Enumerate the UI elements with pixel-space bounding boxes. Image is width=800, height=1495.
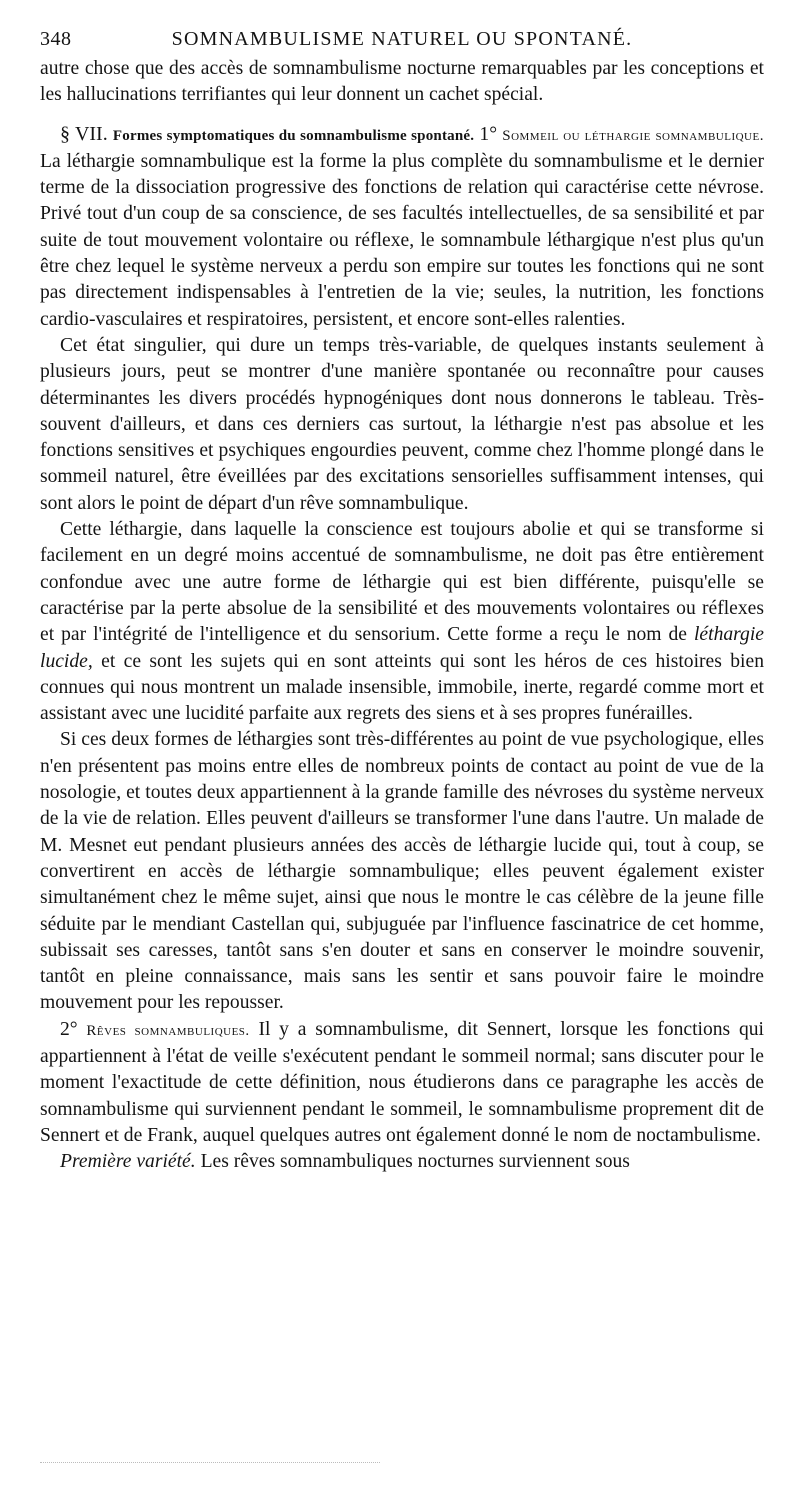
subsection-title: Sommeil ou léthargie somnambulique. [502, 127, 764, 144]
italic-term: léthargie lucide, [40, 624, 764, 672]
subsection-number: 1° [479, 123, 498, 145]
subsection-title: Rêves somnambuliques. [86, 1022, 250, 1039]
section-heading: Formes symptomatiques du somnambulisme spontané. [112, 127, 475, 144]
paragraph-text: et ce sont les sujets qui en sont atteints qui sont les héros de ces histoires bien connues qui nous montrent un malade insensible, immobile, inerte, regardé comme mort et assistant avec une lucidité parfaite aux regrets des siens et à ses propres funérailles. [40, 650, 764, 725]
page-number: 348 [40, 28, 72, 50]
paragraph-etat-singulier [40, 333, 764, 517]
page-body [40, 56, 764, 1175]
paragraph-premiere-variete [40, 1149, 764, 1175]
footer-rule [40, 1462, 380, 1463]
paragraph-text: autre chose que des accès de somnambulisme nocturne remarquables par les conceptions et les hallucinations terrifiantes qui leur donnent un cachet spécial. [40, 58, 764, 106]
paragraph-reves-somnambuliques [40, 1017, 764, 1149]
paragraph-section-vii [40, 121, 764, 333]
subsection-number: 2° [60, 1018, 78, 1040]
paragraph-text: Cette léthargie, dans laquelle la conscience est toujours abolie et qui se transforme si facilement en un degré moins accentué de somnambulisme, ne doit pas être entièrement confondue avec une autre forme de léthargie qui est bien différente, puisqu'elle se caractérise par la perte absolue de la sensibilité et des mouvements volontaires ou réflexes et par l'intégrité de l'intelligence et du sensorium. Cette forme a reçu le nom de [40, 519, 764, 646]
paragraph-text: Les rêves somnambuliques nocturnes surviennent sous [200, 1151, 630, 1173]
running-title: SOMNAMBULISME NATUREL OU SPONTANÉ. [171, 28, 633, 50]
paragraph-continuation [40, 56, 764, 109]
section-number: § VII. [60, 122, 108, 145]
paragraph-lethargie-lucide [40, 517, 764, 727]
paragraph-text: Si ces deux formes de léthargies sont très-différentes au point de vue psychologique, elles n'en présentent pas moins entre elles de nombreux points de contact au point de vue de la nosologie, et toutes deux appartiennent à la grande famille des névroses du système nerveux de la vie de relation. Elles peuvent d'ailleurs se transformer l'une dans l'autre. Un malade de M. Mesnet eut pendant plusieurs années des accès de léthargie lucide qui, tout à coup, se convertirent en accès de léthargie somnambulique; elles peuvent également exister simultanément chez le même sujet, ainsi que nous le montre le cas célèbre de la jeune fille séduite par le mendiant Castellan qui, subjuguée par l'influence fascinatrice de cet homme, subissait ses caresses, tantôt sans s'en douter et sans en conserver le moindre souvenir, tantôt en pleine connaissance, mais sans les sentir et sans pouvoir faire le moindre mouvement pour les repousser. [40, 729, 764, 1014]
paragraph-text: Cet état singulier, qui dure un temps très-variable, de quelques instants seulement à plusieurs jours, peut se montrer d'une manière spontanée ou reconnaître pour causes déterminantes les divers procédés hypnogéniques dont nous donnerons le tableau. Très-souvent d'ailleurs, et dans ces derniers cas surtout, la léthargie n'est pas absolue et les fonctions sensitives et psychiques engourdies peuvent, comme chez l'homme plongé dans le sommeil naturel, être éveillées par des excitations sensorielles suffisamment intenses, qui sont alors le point de départ d'un rêve somnambulique. [40, 334, 764, 514]
paragraph-deux-formes [40, 727, 764, 1016]
page-header [40, 28, 764, 56]
italic-term: Première variété. [60, 1151, 196, 1173]
paragraph-text: Il y a somnambulisme, dit Sennert, lorsque les fonctions qui appartiennent à l'état de veille s'exécutent pendant le sommeil normal; sans discuter pour le moment l'exactitude de cette définition, nous étudierons dans ce paragraphe les accès de somnambulisme qui surviennent pendant le sommeil, le somnambulisme proprement dit de Sennert et de Frank, auquel quelques autres ont également donné le nom de noctambulisme. [40, 1018, 764, 1146]
paragraph-text: La léthargie somnambulique est la forme la plus complète du somnambulisme et le dernier terme de la dissociation progressive des fonctions de relation qui caractérise cette névrose. Privé tout d'un coup de sa conscience, de ses facultés intellectuelles, de sa sensibilité et par suite de tout mouvement volontaire ou réflexe, le somnambule léthargique n'est plus qu'un être chez lequel le système nerveux a perdu son empire sur toutes les fonctions qui ne sont pas directement indispensables à l'entretien de la vie; seules, la nutrition, les fonctions cardio-vasculaires et respiratoires, persistent, et encore sont-elles ralenties. [40, 150, 764, 330]
